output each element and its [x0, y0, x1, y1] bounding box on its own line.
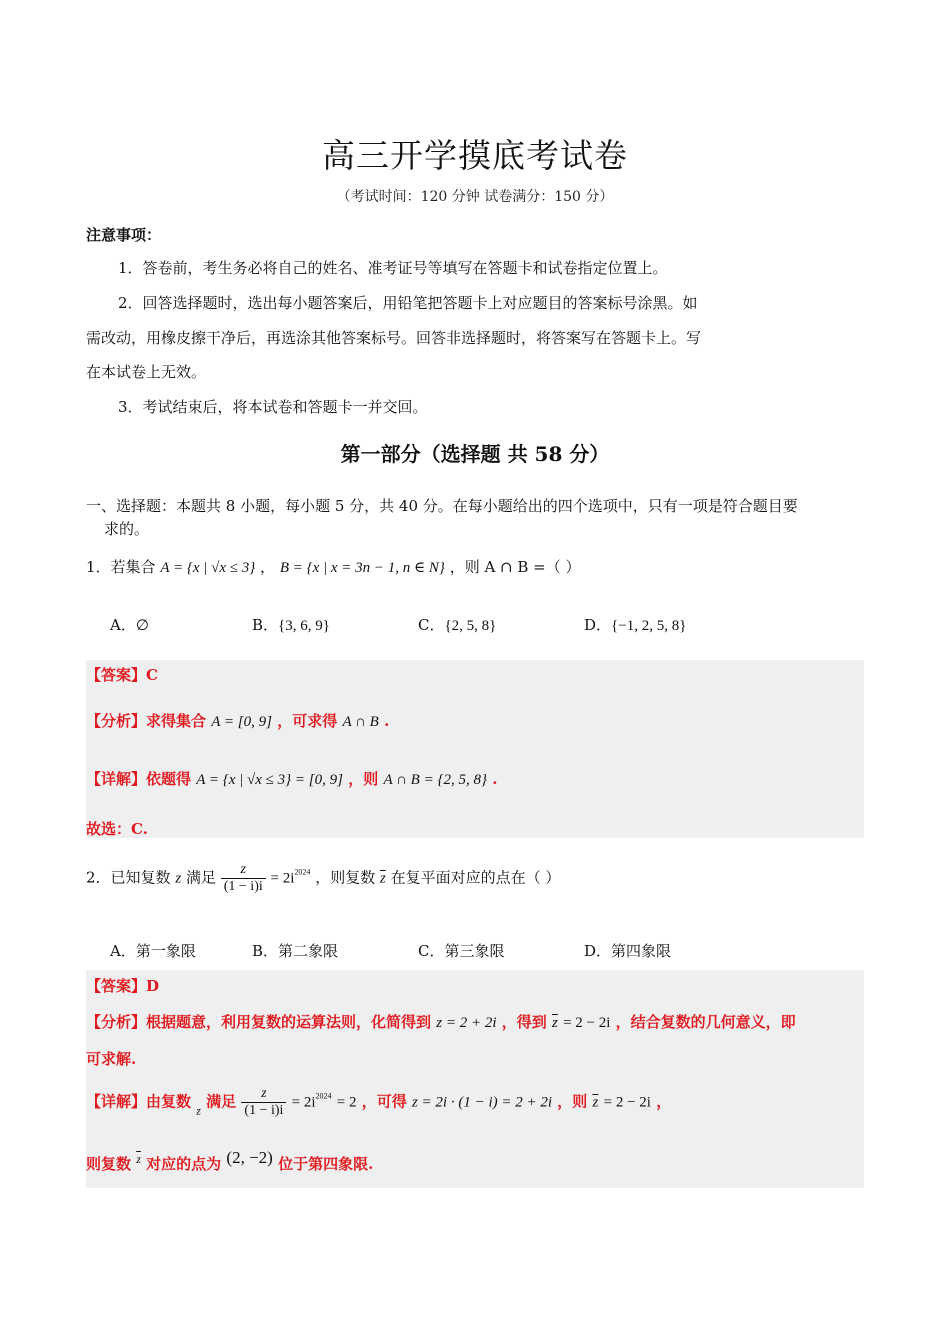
q2-detail2-part-b: 对应的点为: [146, 1155, 222, 1173]
q1-analysis-math-2: A ∩ B: [342, 714, 379, 730]
q2-detail-fraction: [241, 1086, 286, 1119]
option-label: D．: [584, 616, 612, 634]
option-label: B．: [252, 616, 279, 634]
part1-heading: 第一部分（选择题 共 58 分）: [340, 442, 610, 466]
option-value: {−1, 2, 5, 8}: [611, 618, 687, 634]
q2-analysis-math-2: = 2 − 2i: [563, 1015, 611, 1031]
q2-analysis-part-a: 【分析】根据题意，利用复数的运算法则，化简得到: [86, 1013, 432, 1031]
question-1-set-b: B = {x | x = 3n − 1, n ∈ N}: [279, 560, 445, 576]
q1-solution-block: [86, 660, 864, 838]
notes-item-2-line-1: 2．回答选择题时，选出每小题答案后，用铅笔把答题卡上对应题目的答案标号涂黑。如: [118, 294, 698, 312]
q1-conclusion: 故选：C.: [86, 820, 148, 838]
section-instructions-line-2: 求的。: [104, 520, 150, 538]
option-value: 第二象限: [278, 942, 339, 960]
q2-detail-part-a: 【详解】由复数: [86, 1092, 192, 1111]
question-2-conjugate: $\overline{z}$: [380, 870, 386, 887]
section-instructions-line-1: 一、选择题：本题共 8 小题，每小题 5 分，共 40 分。在每小题给出的四个选项中，只有一项是符合题目要: [86, 497, 798, 515]
option-label: B．: [252, 942, 279, 960]
question-2-suffix: ，则复数: [315, 868, 376, 887]
q2-detail-math-2: = 2 − 2i: [603, 1094, 651, 1111]
question-1-prefix: 1．若集合: [86, 558, 156, 576]
q2-detail-rhs-2: = 2: [336, 1094, 357, 1111]
question-1-set-a: A = {x | √x ≤ 3}: [160, 560, 256, 576]
q2-detail: [86, 1086, 671, 1119]
q1-option-b: [252, 614, 330, 635]
q2-detail2-point: (2, −2): [226, 1148, 273, 1167]
fraction-denominator: (1 − i)i: [241, 1102, 286, 1119]
q2-analysis-conjugate: $\overline{z}$: [551, 1015, 558, 1031]
question-2-z: z: [175, 870, 182, 887]
option-value: 第四象限: [611, 942, 672, 960]
fraction-numerator: z: [240, 862, 246, 877]
fraction-denominator: (1 − i)i: [221, 878, 266, 895]
question-2-mid: 满足: [185, 868, 216, 887]
notes-heading: 注意事项：: [86, 226, 162, 244]
q2-analysis-line-2: 可求解.: [86, 1050, 137, 1068]
option-label: A．: [110, 942, 136, 960]
q1-option-d: [584, 614, 686, 635]
q2-analysis-part-c: ，结合复数的几何意义，即: [615, 1013, 796, 1031]
q2-option-d: [584, 940, 671, 961]
fraction-numerator: z: [261, 1086, 267, 1101]
notes-item-3: 3．考试结束后，将本试卷和答题卡一并交回。: [118, 398, 428, 416]
option-value: {3, 6, 9}: [278, 618, 330, 634]
question-2: [86, 862, 560, 895]
q2-option-a: [110, 940, 196, 961]
question-2-rhs: = 2i: [270, 870, 295, 887]
question-2-exponent: 2024: [294, 867, 311, 877]
exam-subtitle: （考试时间：120 分钟 试卷满分：150 分）: [336, 189, 614, 205]
q2-option-c: [418, 940, 505, 961]
question-1-suffix: ，则 A ∩ B =（ ）: [449, 558, 581, 576]
notes-item-2-line-3: 在本试卷上无效。: [86, 363, 207, 381]
notes-item-2-line-2: 需改动，用橡皮擦干净后，再选涂其他答案标号。回答非选择题时，将答案写在答题卡上。写: [86, 329, 702, 347]
option-value: {2, 5, 8}: [444, 618, 497, 634]
question-2-prefix: 2．已知复数: [86, 868, 171, 887]
q2-detail-part-e: ，: [656, 1092, 672, 1111]
q1-detail-math-2: A ∩ B = {2, 5, 8}: [383, 772, 487, 788]
q2-detail2-conjugate: z: [136, 1152, 141, 1166]
q1-detail-end: .: [492, 770, 498, 788]
q1-analysis-math-1: A = [0, 9]: [211, 714, 272, 730]
q2-detail-conjugate: $\overline{z}$: [592, 1094, 599, 1111]
q2-detail-part-c: ，可得: [361, 1092, 407, 1111]
q2-detail-exponent: 2024: [315, 1091, 332, 1101]
q2-detail2-part-c: 位于第四象限.: [278, 1155, 374, 1173]
question-2-suffix-2: 在复平面对应的点在（ ）: [390, 868, 561, 887]
q2-detail-part-b: 满足: [206, 1092, 237, 1111]
q1-detail-tag: 【详解】依题得: [86, 770, 192, 788]
q1-option-a: [110, 614, 149, 635]
q2-detail-math-1: z = 2i · (1 − i) = 2 + 2i: [411, 1094, 553, 1111]
q2-analysis: [86, 1011, 796, 1032]
q1-answer: 【答案】C: [86, 666, 158, 684]
option-label: D．: [584, 942, 612, 960]
q2-detail-z: z: [196, 1103, 201, 1118]
q1-analysis: [86, 710, 389, 731]
question-1: [86, 556, 581, 577]
q1-analysis-tag: 【分析】求得集合: [86, 712, 207, 730]
q1-detail: [86, 768, 497, 789]
option-value: 第一象限: [135, 942, 196, 960]
option-value: ∅: [135, 618, 149, 634]
option-label: C．: [418, 942, 445, 960]
q2-analysis-math-1: z = 2 + 2i: [436, 1015, 497, 1031]
question-1-separator: ，: [260, 558, 276, 576]
q2-answer: 【答案】D: [86, 977, 160, 995]
q2-detail-part-d: ，则: [557, 1092, 588, 1111]
q1-detail-mid: ，则: [348, 770, 379, 788]
q2-detail-rhs: = 2i: [291, 1094, 316, 1111]
question-2-fraction: [221, 862, 266, 895]
option-value: 第三象限: [444, 942, 505, 960]
q2-analysis-part-b: ，得到: [501, 1013, 547, 1031]
q2-detail2-part-a: 则复数: [86, 1155, 132, 1173]
q2-option-b: [252, 940, 338, 961]
q1-detail-math-1: A = {x | √x ≤ 3} = [0, 9]: [196, 772, 343, 788]
q1-option-c: [418, 614, 496, 635]
q2-detail-line-2: [86, 1148, 373, 1174]
q1-analysis-end: .: [384, 712, 390, 730]
option-label: C．: [418, 616, 445, 634]
exam-title: 高三开学摸底考试卷: [322, 136, 628, 175]
notes-item-1: 1．答卷前，考生务必将自己的姓名、准考证号等填写在答题卡和试卷指定位置上。: [118, 259, 668, 277]
q1-analysis-mid: ，可求得: [277, 712, 338, 730]
option-label: A．: [110, 616, 136, 634]
